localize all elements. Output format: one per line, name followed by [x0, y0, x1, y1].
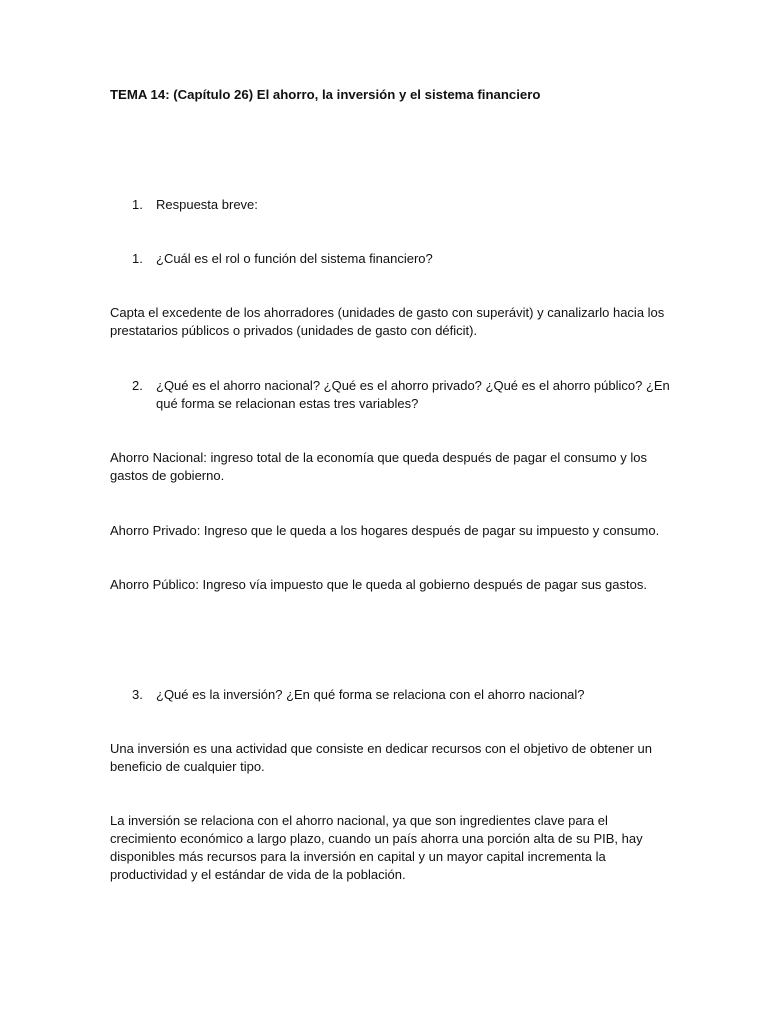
answer-paragraph: Ahorro Público: Ingreso vía impuesto que le queda al gobierno después de pagar sus gastos.: [110, 577, 647, 592]
document-title: TEMA 14: (Capítulo 26) El ahorro, la inversión y el sistema financiero: [110, 87, 541, 102]
list-item-number: 2.: [132, 378, 143, 393]
answer-paragraph: La inversión se relaciona con el ahorro nacional, ya que son ingredientes clave para el crecimiento económico a largo plazo, cuando un país ahorra una porción alta de su PIB, hay disponibles más recursos para la inversión en capital y un mayor capital incrementa la productividad y el estándar de vida de la población.: [110, 813, 643, 882]
answer-paragraph: Capta el excedente de los ahorradores (unidades de gasto con superávit) y canalizarlo hacia los prestatarios públicos o privados (unidades de gasto con déficit).: [110, 305, 665, 338]
list-item-question-1: [132, 250, 672, 268]
list-item-number: 3.: [132, 687, 143, 702]
list-item-section-1: [132, 196, 672, 214]
list-item-question-2: [132, 377, 672, 413]
list-item-question-3: [132, 686, 672, 704]
question-text: ¿Qué es la inversión? ¿En qué forma se relaciona con el ahorro nacional?: [156, 687, 585, 702]
answer-paragraph: Ahorro Nacional: ingreso total de la economía que queda después de pagar el consumo y los gastos de gobierno.: [110, 450, 647, 483]
list-item-label: Respuesta breve:: [156, 197, 258, 212]
question-text: ¿Cuál es el rol o función del sistema financiero?: [156, 251, 433, 266]
list-item-number: 1.: [132, 251, 143, 266]
answer-paragraph: Una inversión es una actividad que consiste en dedicar recursos con el objetivo de obtener un beneficio de cualquier tipo.: [110, 741, 653, 774]
answer-paragraph: Ahorro Privado: Ingreso que le queda a los hogares después de pagar su impuesto y consumo.: [110, 523, 660, 538]
list-item-number: 1.: [132, 197, 143, 212]
question-text: ¿Qué es el ahorro nacional? ¿Qué es el ahorro privado? ¿Qué es el ahorro público? ¿En qué forma se relacionan estas tres variables?: [156, 378, 670, 411]
